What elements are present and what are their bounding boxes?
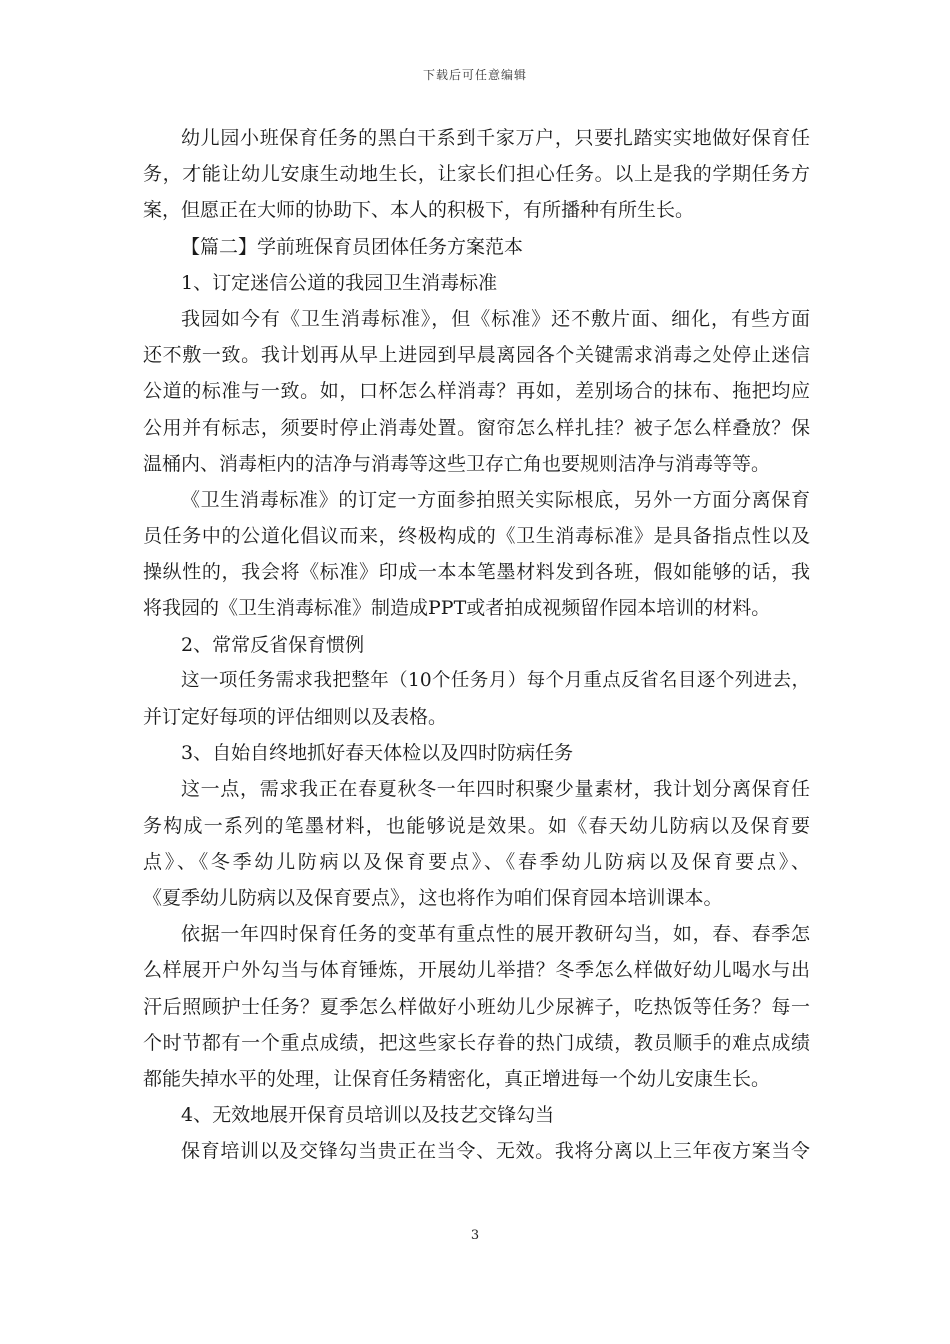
text-line: 《卫生消毒标准》的订定一方面参拍照关实际根底，另外一方面分离保育 [181, 488, 810, 511]
page-number: 3 [470, 1228, 480, 1243]
text-line: 依据一年四时保育任务的变革有重点性的展开教研勾当，如，春、春季怎 [181, 923, 810, 946]
text-line: 汗后照顾护士任务？夏季怎么样做好小班幼儿少尿裤子，吃热饭等任务？每一 [143, 995, 810, 1018]
text-line: 么样展开户外勾当与体育锤炼，开展幼儿举措？冬季怎么样做好幼儿喝水与出 [143, 959, 810, 982]
text-line: 我园如今有《卫生消毒标准》，但《标准》还不敷片面、细化，有些方面 [181, 307, 810, 330]
text-line: 公道的标准与一致。如，口杯怎么样消毒？再如，差别场合的抹布、拖把均应 [143, 380, 810, 403]
text-line: 操纵性的，我会将《标准》印成一本本笔墨材料发到各班，假如能够的话，我 [143, 561, 810, 584]
text-line: 幼儿园小班保育任务的黑白干系到千家万户，只要扎踏实实地做好保育任 [181, 127, 810, 149]
text-line: 这一点，需求我正在春夏秋冬一年四时积聚少量素材，我计划分离保育任 [181, 778, 810, 801]
text-line: 将我园的《卫生消毒标准》制造成PPT或者拍成视频留作园本培训的材料。 [143, 597, 771, 620]
text-line: 2、常常反省保育惯例 [181, 633, 365, 656]
text-line: 并订定好每项的评估细则以及表格。 [143, 706, 448, 728]
text-line: 3、自始自终地抓好春天体检以及四时防病任务 [181, 742, 574, 765]
text-line: 《夏季幼儿防病以及保育要点》，这也将作为咱们保育园本培训课本。 [143, 886, 723, 909]
document-body [143, 120, 810, 1169]
text-line: 点》、《冬季幼儿防病以及保育要点》、《春季幼儿防病以及保育要点》、 [143, 850, 810, 873]
text-line: 公用并有标志，须要时停止消毒处置。窗帘怎么样扎挂？被子怎么样叠放？保 [143, 416, 810, 439]
text-line: 务，才能让幼儿安康生动地生长，让家长们担心任务。以上是我的学期任务方 [143, 163, 810, 186]
text-line: 保育培训以及交锋勾当贵正在当令、无效。我将分离以上三年夜方案当令 [181, 1140, 810, 1163]
text-line: 还不敷一致。我计划再从早上进园到早晨离园各个关键需求消毒之处停止迷信 [143, 344, 810, 367]
page-header: 下载后可任意编辑 [422, 68, 527, 82]
text-line: 案，但愿正在大师的协助下、本人的积极下，有所播种有所生长。 [143, 199, 695, 222]
text-line: 个时节都有一个重点成绩，把这些家长存眷的热门成绩，教员顺手的难点成绩 [143, 1031, 810, 1054]
text-line: 【篇二】学前班保育员团体任务方案范本 [181, 235, 524, 258]
text-line: 温桶内、消毒柜内的洁净与消毒等这些卫存亡角也要规则洁净与消毒等等。 [143, 452, 771, 475]
text-line: 务构成一系列的笔墨材料，也能够说是效果。如《春天幼儿防病以及保育要 [143, 814, 810, 837]
text-line: 员任务中的公道化倡议而来，终极构成的《卫生消毒标准》是具备指点性以及 [143, 525, 810, 548]
text-line: 4、无效地展开保育员培训以及技艺交锋勾当 [181, 1104, 555, 1127]
text-line: 都能失掉水平的处理，让保育任务精密化，真正增进每一个幼儿安康生长。 [143, 1067, 771, 1090]
text-line: 这一项任务需求我把整年（10个任务月）每个月重点反省名目逐个列进去， [181, 669, 810, 691]
text-line: 1、订定迷信公道的我园卫生消毒标准 [181, 271, 498, 294]
